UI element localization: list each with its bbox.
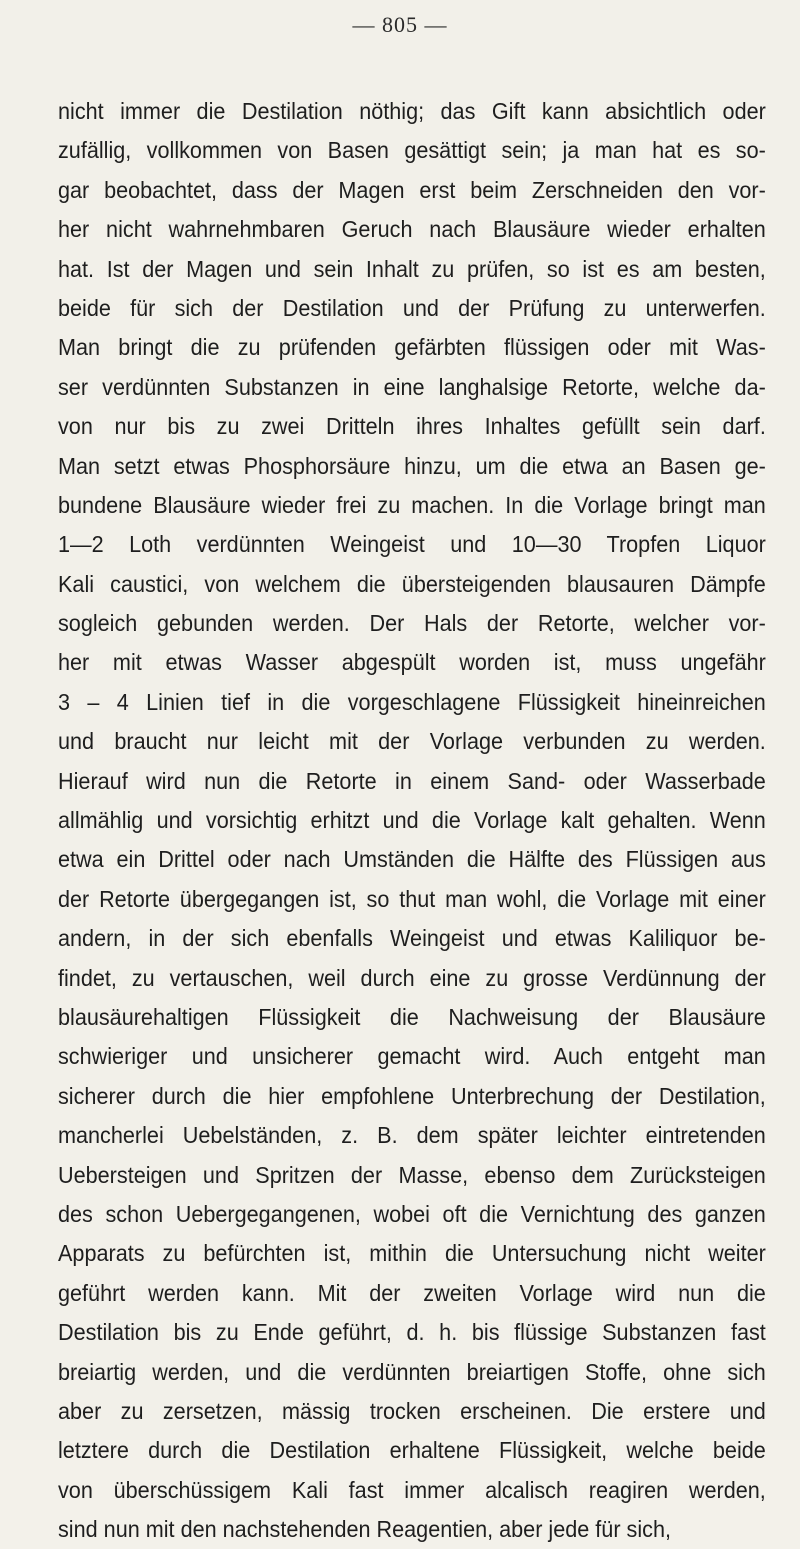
text-line: Kali caustici, von welchem die übersteigenden blausauren Dämpfe (58, 570, 766, 597)
text-line: Destilation bis zu Ende geführt, d. h. bis flüssige Substanzen fast (58, 1319, 766, 1346)
text-line: gar beobachtet, dass der Magen erst beim Zerschneiden den vor- (58, 176, 766, 203)
text-line: von nur bis zu zwei Dritteln ihres Inhaltes gefüllt sein darf. (58, 413, 766, 440)
text-line: Hierauf wird nun die Retorte in einem Sand- oder Wasserbade (58, 767, 766, 794)
text-line: Uebersteigen und Spritzen der Masse, ebenso dem Zurücksteigen (58, 1161, 766, 1188)
text-line: sicherer durch die hier empfohlene Unterbrechung der Destilation, (58, 1082, 766, 1109)
text-line: und braucht nur leicht mit der Vorlage verbunden zu werden. (58, 728, 766, 755)
text-line: Man setzt etwas Phosphorsäure hinzu, um die etwa an Basen ge- (58, 452, 766, 479)
text-line: her nicht wahrnehmbaren Geruch nach Blausäure wieder erhalten (58, 216, 766, 243)
text-line: bundene Blausäure wieder frei zu machen. In die Vorlage bringt man (58, 491, 766, 518)
text-line: Apparats zu befürchten ist, mithin die Untersuchung nicht weiter (58, 1240, 766, 1267)
text-line: des schon Uebergegangenen, wobei oft die Vernichtung des ganzen (58, 1200, 766, 1227)
text-line: von überschüssigem Kali fast immer alcalisch reagiren werden, (58, 1476, 766, 1503)
text-line: mancherlei Uebelständen, z. B. dem später leichter eintretenden (58, 1122, 766, 1149)
text-line: findet, zu vertauschen, weil durch eine zu grosse Verdünnung der (58, 964, 766, 991)
text-line: 3 – 4 Linien tief in die vorgeschlagene Flüssigkeit hineinreichen (58, 688, 766, 715)
text-line: etwa ein Drittel oder nach Umständen die Hälfte des Flüssigen aus (58, 846, 766, 873)
text-line: letztere durch die Destilation erhaltene Flüssigkeit, welche beide (58, 1437, 766, 1464)
text-line: andern, in der sich ebenfalls Weingeist und etwas Kaliliquor be- (58, 925, 766, 952)
text-line: sind nun mit den nachstehenden Reagentien, aber jede für sich, (58, 1516, 671, 1543)
text-line: breiartig werden, und die verdünnten breiartigen Stoffe, ohne sich (58, 1358, 766, 1385)
text-line: sogleich gebunden werden. Der Hals der Retorte, welcher vor- (58, 610, 766, 637)
page-number: — 805 — (352, 12, 448, 37)
text-line: blausäurehaltigen Flüssigkeit die Nachweisung der Blausäure (58, 1003, 766, 1030)
text-line: schwieriger und unsicherer gemacht wird. Auch entgeht man (58, 1043, 766, 1070)
text-line: allmählig und vorsichtig erhitzt und die Vorlage kalt gehalten. Wenn (58, 807, 766, 834)
text-line: beide für sich der Destilation und der Prüfung zu unterwerfen. (58, 294, 766, 321)
text-line: geführt werden kann. Mit der zweiten Vorlage wird nun die (58, 1279, 766, 1306)
text-line: nicht immer die Destilation nöthig; das Gift kann absichtlich oder (58, 98, 766, 124)
text-line: hat. Ist der Magen und sein Inhalt zu prüfen, so ist es am besten, (58, 255, 766, 282)
text-line: ser verdünnten Substanzen in eine langhalsige Retorte, welche da- (58, 373, 766, 400)
text-line: aber zu zersetzen, mässig trocken erscheinen. Die erstere und (58, 1397, 766, 1424)
text-line: 1—2 Loth verdünnten Weingeist und 10—30 Tropfen Liquor (58, 531, 766, 558)
text-line: der Retorte übergegangen ist, so thut man wohl, die Vorlage mit einer (58, 885, 766, 912)
text-line: zufällig, vollkommen von Basen gesättigt sein; ja man hat es so- (58, 137, 766, 164)
text-line: her mit etwas Wasser abgespült worden ist, muss ungefähr (58, 649, 766, 676)
body-text (58, 92, 766, 1549)
text-line: Man bringt die zu prüfenden gefärbten flüssigen oder mit Was- (58, 334, 766, 361)
